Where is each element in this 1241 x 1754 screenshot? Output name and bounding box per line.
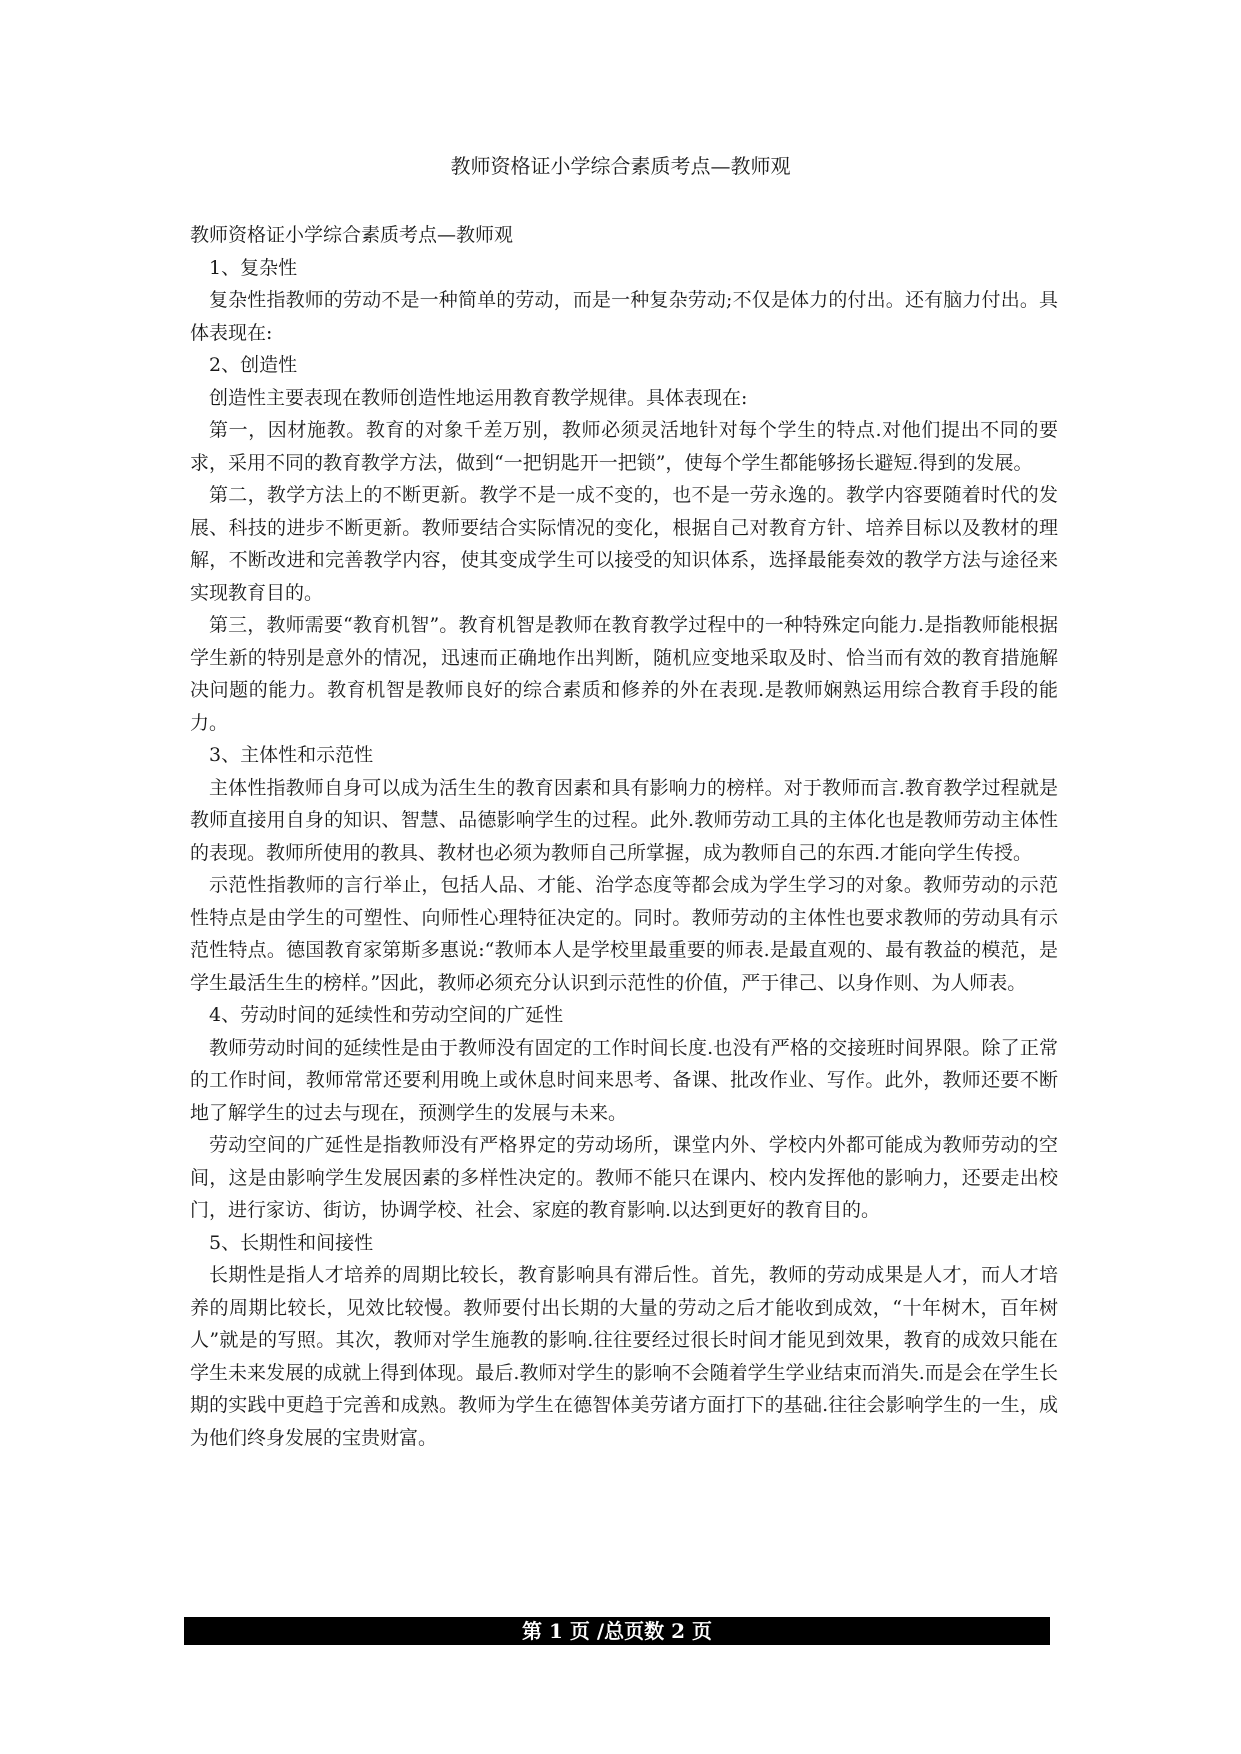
paragraph: 长期性是指人才培养的周期比较长，教育影响具有滞后性。首先，教师的劳动成果是人才，而人才培养的周期比较长，见效比较慢。教师要付出长期的大量的劳动之后才能收到成效，“十年树木，百年树人”就是的写照。其次，教师对学生施教的影响.往往要经过很长时间才能见到效果，教育的成效只能在学生未来发展的成就上得到体现。最后.教师对学生的影响不会随着学生学业结束而消失.而是会在学生长期的实践中更趋于完善和成熟。教师为学生在德智体美劳诸方面打下的基础.往往会影响学生的一生，成为他们终身发展的宝贵财富。 xyxy=(190,1264,1058,1449)
paragraph: 示范性指教师的言行举止，包括人品、才能、治学态度等都会成为学生学习的对象。教师劳动的示范性特点是由学生的可塑性、向师性心理特征决定的。同时。教师劳动的主体性也要求教师的劳动具有示范性特点。德国教育家第斯多惠说:“教师本人是学校里最重要的师表.是最直观的、最有教益的模范，是学生最活生生的榜样。”因此，教师必须充分认识到示范性的价值，严于律己、以身作则、为人师表。 xyxy=(190,874,1058,994)
paragraph: 创造性主要表现在教师创造性地运用教育教学规律。具体表现在: xyxy=(209,386,748,409)
paragraph-list xyxy=(190,252,1058,1455)
paragraph: 复杂性指教师的劳动不是一种简单的劳动，而是一种复杂劳动;不仅是体力的付出。还有脑力付出。具体表现在: xyxy=(190,289,1058,344)
section-heading: 2、创造性 xyxy=(209,354,298,376)
paragraph: 第一，因材施教。教育的对象千差万别，教师必须灵活地针对每个学生的特点.对他们提出不同的要求，采用不同的教育教学方法，做到“一把钥匙开一把锁”，使每个学生都能够扬长避短.得到的发展。 xyxy=(190,419,1058,474)
section-heading: 4、劳动时间的延续性和劳动空间的广延性 xyxy=(209,1004,564,1026)
page-title: 教师资格证小学综合素质考点—教师观 xyxy=(450,154,791,178)
section-heading: 5、长期性和间接性 xyxy=(209,1231,374,1254)
paragraph: 主体性指教师自身可以成为活生生的教育因素和具有影响力的榜样。对于教师而言.教育教学过程就是教师直接用自身的知识、智慧、品德影响学生的过程。此外.教师劳动工具的主体化也是教师劳动主体性的表现。教师所使用的教具、教材也必须为教师自己所掌握，成为教师自己的东西.才能向学生传授。 xyxy=(190,776,1058,864)
paragraph: 劳动空间的广延性是指教师没有严格界定的劳动场所，课堂内外、学校内外都可能成为教师劳动的空间，这是由影响学生发展因素的多样性决定的。教师不能只在课内、校内发挥他的影响力，还要走出校门，进行家访、街访，协调学校、社会、家庭的教育影响.以达到更好的教育目的。 xyxy=(190,1134,1058,1221)
paragraph: 第三，教师需要“教育机智”。教育机智是教师在教育教学过程中的一种特殊定向能力.是指教师能根据学生新的特别是意外的情况，迅速而正确地作出判断，随机应变地采取及时、恰当而有效的教育措施解决问题的能力。教育机智是教师良好的综合素质和修养的外在表现.是教师娴熟运用综合教育手段的能力。 xyxy=(190,614,1058,734)
section-heading: 3、主体性和示范性 xyxy=(209,744,374,766)
document-body xyxy=(190,219,1058,1454)
document-subtitle: 教师资格证小学综合素质考点—教师观 xyxy=(190,224,514,246)
section-heading: 1、复杂性 xyxy=(209,256,298,279)
paragraph: 教师劳动时间的延续性是由于教师没有固定的工作时间长度.也没有严格的交接班时间界限。除了正常的工作时间，教师常常还要利用晚上或休息时间来思考、备课、批改作业、写作。此外，教师还要不断地了解学生的过去与现在，预测学生的发展与未来。 xyxy=(190,1036,1058,1124)
paragraph: 第二，教学方法上的不断更新。教学不是一成不变的，也不是一劳永逸的。教学内容要随着时代的发展、科技的进步不断更新。教师要结合实际情况的变化，根据自己对教育方针、培养目标以及教材的理解，不断改进和完善教学内容，使其变成学生可以接受的知识体系，选择最能奏效的教学方法与途径来实现教育目的。 xyxy=(190,484,1058,604)
page-number: 第 1 页 /总页数 2 页 xyxy=(522,1619,712,1643)
